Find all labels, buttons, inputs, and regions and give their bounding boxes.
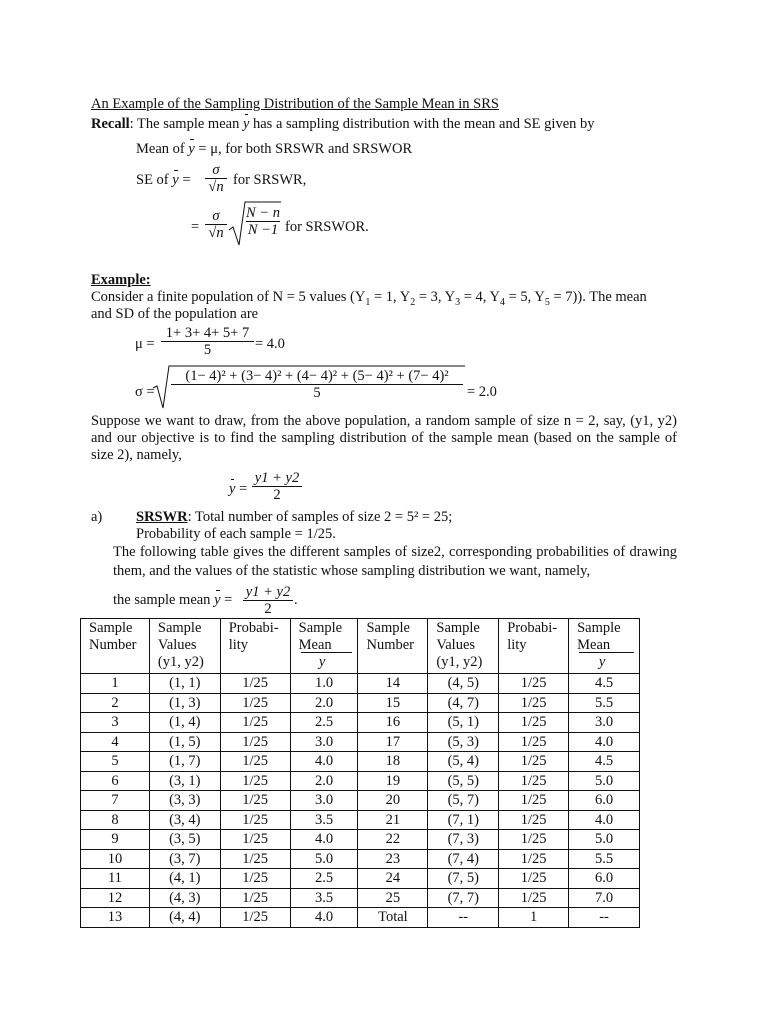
table-cell: 2.0	[290, 771, 358, 791]
table-cell: 1/25	[499, 674, 569, 694]
sigma-den: 5	[313, 385, 321, 401]
table-cell: 12	[81, 888, 150, 908]
part-a-ybar-den: 2	[264, 601, 272, 617]
table-cell: 1/25	[499, 732, 569, 752]
table-cell: 8	[81, 810, 150, 830]
se-wor-den-sqrt-n: √n	[208, 225, 224, 241]
table-cell: 7.0	[569, 888, 640, 908]
table-cell: Total	[358, 908, 428, 928]
ybar-symbol: y	[242, 116, 250, 132]
table-cell: 1/25	[220, 693, 290, 713]
ybar-symbol: y	[172, 172, 179, 188]
table-cell: (5, 1)	[428, 713, 499, 733]
table-cell: 1/25	[220, 908, 290, 928]
srswr-label: SRSWR	[136, 509, 188, 525]
mu-den: 5	[203, 342, 212, 358]
table-cell: 3.5	[290, 810, 358, 830]
table-cell: 6.0	[569, 869, 640, 889]
table-cell: (5, 4)	[428, 752, 499, 772]
fpc-fraction	[246, 205, 280, 238]
table-row	[81, 752, 640, 772]
mean-line-a: Mean of	[136, 141, 189, 157]
table-cell: 6.0	[569, 791, 640, 811]
table-cell: 11	[81, 869, 150, 889]
table-cell: (4, 7)	[428, 693, 499, 713]
table-cell: (7, 4)	[428, 849, 499, 869]
table-cell: 1/25	[220, 849, 290, 869]
ybar-den: 2	[273, 487, 281, 503]
table-cell: 1/25	[499, 713, 569, 733]
table-row	[81, 810, 640, 830]
table-row	[81, 830, 640, 850]
table-cell: 10	[81, 849, 150, 869]
table-cell: 13	[81, 908, 150, 928]
table-cell: (4, 5)	[428, 674, 499, 694]
table-cell: (5, 7)	[428, 791, 499, 811]
table-cell: (3, 1)	[149, 771, 220, 791]
table-cell: 2	[81, 693, 150, 713]
table-cell: 1/25	[220, 830, 290, 850]
ybar-symbol: y	[188, 141, 195, 157]
header-sample-mean: Sample Mean y	[290, 619, 358, 674]
se-fraction-wor	[205, 208, 227, 241]
example-intro-tail: ). The mean	[577, 289, 647, 305]
header-sample-number-2: Sample Number	[358, 619, 428, 674]
table-cell: 4.5	[569, 674, 640, 694]
se-label	[136, 172, 191, 188]
part-a-marker: a)	[91, 509, 103, 525]
ybar-formula-lhs: y =	[229, 481, 248, 497]
table-cell: 2.5	[290, 713, 358, 733]
table-cell: (4, 4)	[149, 908, 220, 928]
table-cell: 4.0	[290, 908, 358, 928]
table-row	[81, 771, 640, 791]
table-row	[81, 849, 640, 869]
table-cell: 1/25	[499, 791, 569, 811]
table-cell: 4.5	[569, 752, 640, 772]
table-cell: (3, 3)	[149, 791, 220, 811]
table-row	[81, 713, 640, 733]
table-cell: 20	[358, 791, 428, 811]
table-cell: 16	[358, 713, 428, 733]
table-cell: 1/25	[220, 674, 290, 694]
table-cell: 15	[358, 693, 428, 713]
table-cell: --	[428, 908, 499, 928]
header-sample-values-2: Sample Values (y1, y2)	[428, 619, 499, 674]
header-probability: Probabi- lity	[220, 619, 290, 674]
table-cell: (4, 1)	[149, 869, 220, 889]
table-cell: 1/25	[499, 830, 569, 850]
table-cell: 17	[358, 732, 428, 752]
table-cell: (1, 7)	[149, 752, 220, 772]
table-row	[81, 674, 640, 694]
mu-fraction	[161, 325, 254, 358]
part-a-last-line: the sample mean y =	[113, 592, 233, 608]
table-cell: (7, 3)	[428, 830, 499, 850]
se-wor-num-sigma: σ	[212, 208, 220, 224]
table-cell: 5.0	[569, 830, 640, 850]
table-cell: (3, 4)	[149, 810, 220, 830]
example-intro-line-2: and SD of the population are	[91, 306, 259, 322]
mu-result: = 4.0	[255, 336, 285, 352]
mean-line	[136, 141, 412, 157]
mu-num: 1+ 3+ 4+ 5+ 7	[165, 325, 250, 341]
table-cell: (1, 5)	[149, 732, 220, 752]
table-cell: 1/25	[220, 810, 290, 830]
mean-line-b: = μ, for both SRSWR and SRSWOR	[194, 141, 413, 157]
se-wor-den-n: n	[216, 225, 224, 241]
se-num-sigma: σ	[212, 162, 220, 178]
sigma-result: = 2.0	[467, 384, 497, 400]
table-cell: 4.0	[569, 732, 640, 752]
table-cell: 3	[81, 713, 150, 733]
table-cell: --	[569, 908, 640, 928]
table-cell: (4, 3)	[149, 888, 220, 908]
table-row	[81, 908, 640, 928]
part-a-ybar-fraction	[243, 584, 293, 617]
table-cell: (5, 5)	[428, 771, 499, 791]
table-cell: 4	[81, 732, 150, 752]
mu-label: μ =	[135, 336, 155, 352]
table-cell: 1/25	[499, 771, 569, 791]
table-cell: 24	[358, 869, 428, 889]
sigma-num: (1− 4)² + (3− 4)² + (4− 4)² + (5− 4)² + (7− 4)²	[185, 368, 449, 384]
se-wr-text: for SRSWR,	[233, 172, 307, 188]
table-cell: (1, 1)	[149, 674, 220, 694]
table-cell: (7, 7)	[428, 888, 499, 908]
table-row	[81, 869, 640, 889]
fpc-num: N − n	[246, 205, 280, 221]
table-cell: 19	[358, 771, 428, 791]
se-den-sqrt-n: √n	[208, 179, 224, 195]
table-cell: (1, 4)	[149, 713, 220, 733]
table-cell: 5.0	[290, 849, 358, 869]
suppose-paragraph: Suppose we want to draw, from the above population, a random sample of size n = 2, say, (y1, y2) and our objective is to find the sampling distribution of the sample mean (based on the sample of size 2), namely,	[91, 413, 677, 463]
table-cell: (5, 3)	[428, 732, 499, 752]
table-cell: 14	[358, 674, 428, 694]
ybar-fraction	[252, 470, 302, 503]
table-cell: 1/25	[220, 771, 290, 791]
table-row	[81, 732, 640, 752]
recall-text-a: : The sample mean	[129, 116, 243, 132]
table-cell: (3, 5)	[149, 830, 220, 850]
table-cell: (1, 3)	[149, 693, 220, 713]
ybar-num: y1 + y2	[254, 470, 300, 486]
table-cell: 5.0	[569, 771, 640, 791]
example-intro-line-1: Consider a finite population of N = 5 values ($Y_1 = 1$, $Y_2 = 3$, $Y_3 = 4$, $Y_4 = 5$, $Y_5 = 7$)). The mean	[91, 289, 647, 308]
table-cell: 18	[358, 752, 428, 772]
table-cell: 23	[358, 849, 428, 869]
recall-text-b: has a sampling distribution with the mean and SE given by	[249, 116, 595, 132]
sigma-fraction	[171, 368, 463, 401]
table-cell: 21	[358, 810, 428, 830]
table-row	[81, 791, 640, 811]
table-cell: 7	[81, 791, 150, 811]
table-cell: 1/25	[220, 888, 290, 908]
table-cell: 2.0	[290, 693, 358, 713]
table-cell: 1/25	[220, 869, 290, 889]
table-cell: 9	[81, 830, 150, 850]
se-eq: =	[182, 172, 191, 188]
se-wor-text: for SRSWOR.	[285, 219, 369, 235]
header-sample-values: Sample Values (y1, y2)	[149, 619, 220, 674]
table-cell: 1/25	[220, 713, 290, 733]
table-cell: (3, 7)	[149, 849, 220, 869]
table-cell: 1/25	[499, 869, 569, 889]
table-cell: 3.5	[290, 888, 358, 908]
part-a-ybar-num: y1 + y2	[245, 584, 291, 600]
table-cell: 1/25	[220, 752, 290, 772]
table-cell: 1	[499, 908, 569, 928]
table-cell: 1/25	[220, 732, 290, 752]
table-cell: 4.0	[290, 830, 358, 850]
table-cell: (7, 5)	[428, 869, 499, 889]
table-cell: 1/25	[499, 849, 569, 869]
se-fraction-wr	[205, 162, 227, 195]
recall-label: Recall	[91, 116, 130, 132]
table-cell: 3.0	[290, 732, 358, 752]
table-row	[81, 888, 640, 908]
table-cell: 25	[358, 888, 428, 908]
part-a-line-2: Probability of each sample = 1/25.	[136, 526, 336, 542]
fpc-den: N −1	[247, 222, 279, 238]
table-cell: 4.0	[569, 810, 640, 830]
sampling-distribution-table	[80, 618, 640, 928]
table-cell: 3.0	[569, 713, 640, 733]
page-title: An Example of the Sampling Distribution of the Sample Mean in SRS	[91, 96, 499, 112]
table-cell: 1/25	[499, 752, 569, 772]
table-cell: 22	[358, 830, 428, 850]
header-probability-2: Probabi- lity	[499, 619, 569, 674]
part-a-period: .	[294, 592, 298, 608]
recall-line	[91, 116, 595, 132]
table-cell: 1/25	[499, 810, 569, 830]
table-cell: 6	[81, 771, 150, 791]
part-a-paragraph: The following table gives the different samples of size2, corresponding probabilities of drawing them, and the values of the statistic whose sampling distribution we want, namely,	[113, 544, 677, 579]
part-a-line-1	[136, 509, 452, 525]
part-a-last-line-text: the sample mean	[113, 592, 211, 608]
header-sample-mean-2: Sample Mean y	[569, 619, 640, 674]
se-label-text: SE of	[136, 172, 173, 188]
se-den-n: n	[216, 179, 224, 195]
table-cell: 1	[81, 674, 150, 694]
table-cell: 3.0	[290, 791, 358, 811]
se-wor-eq: =	[191, 219, 200, 235]
table-cell: 1/25	[499, 888, 569, 908]
table-header-row	[81, 619, 640, 674]
table-cell: 4.0	[290, 752, 358, 772]
table-cell: (7, 1)	[428, 810, 499, 830]
part-a-line-1-text: : Total number of samples of size 2 = 5² = 25;	[187, 509, 453, 525]
example-heading: Example:	[91, 272, 151, 288]
table-cell: 5.5	[569, 693, 640, 713]
table-row	[81, 693, 640, 713]
table-cell: 5.5	[569, 849, 640, 869]
sigma-label: σ =	[135, 384, 155, 400]
table-cell: 1/25	[499, 693, 569, 713]
table-cell: 1.0	[290, 674, 358, 694]
table-cell: 1/25	[220, 791, 290, 811]
table-cell: 5	[81, 752, 150, 772]
header-sample-number: Sample Number	[81, 619, 150, 674]
table-cell: 2.5	[290, 869, 358, 889]
